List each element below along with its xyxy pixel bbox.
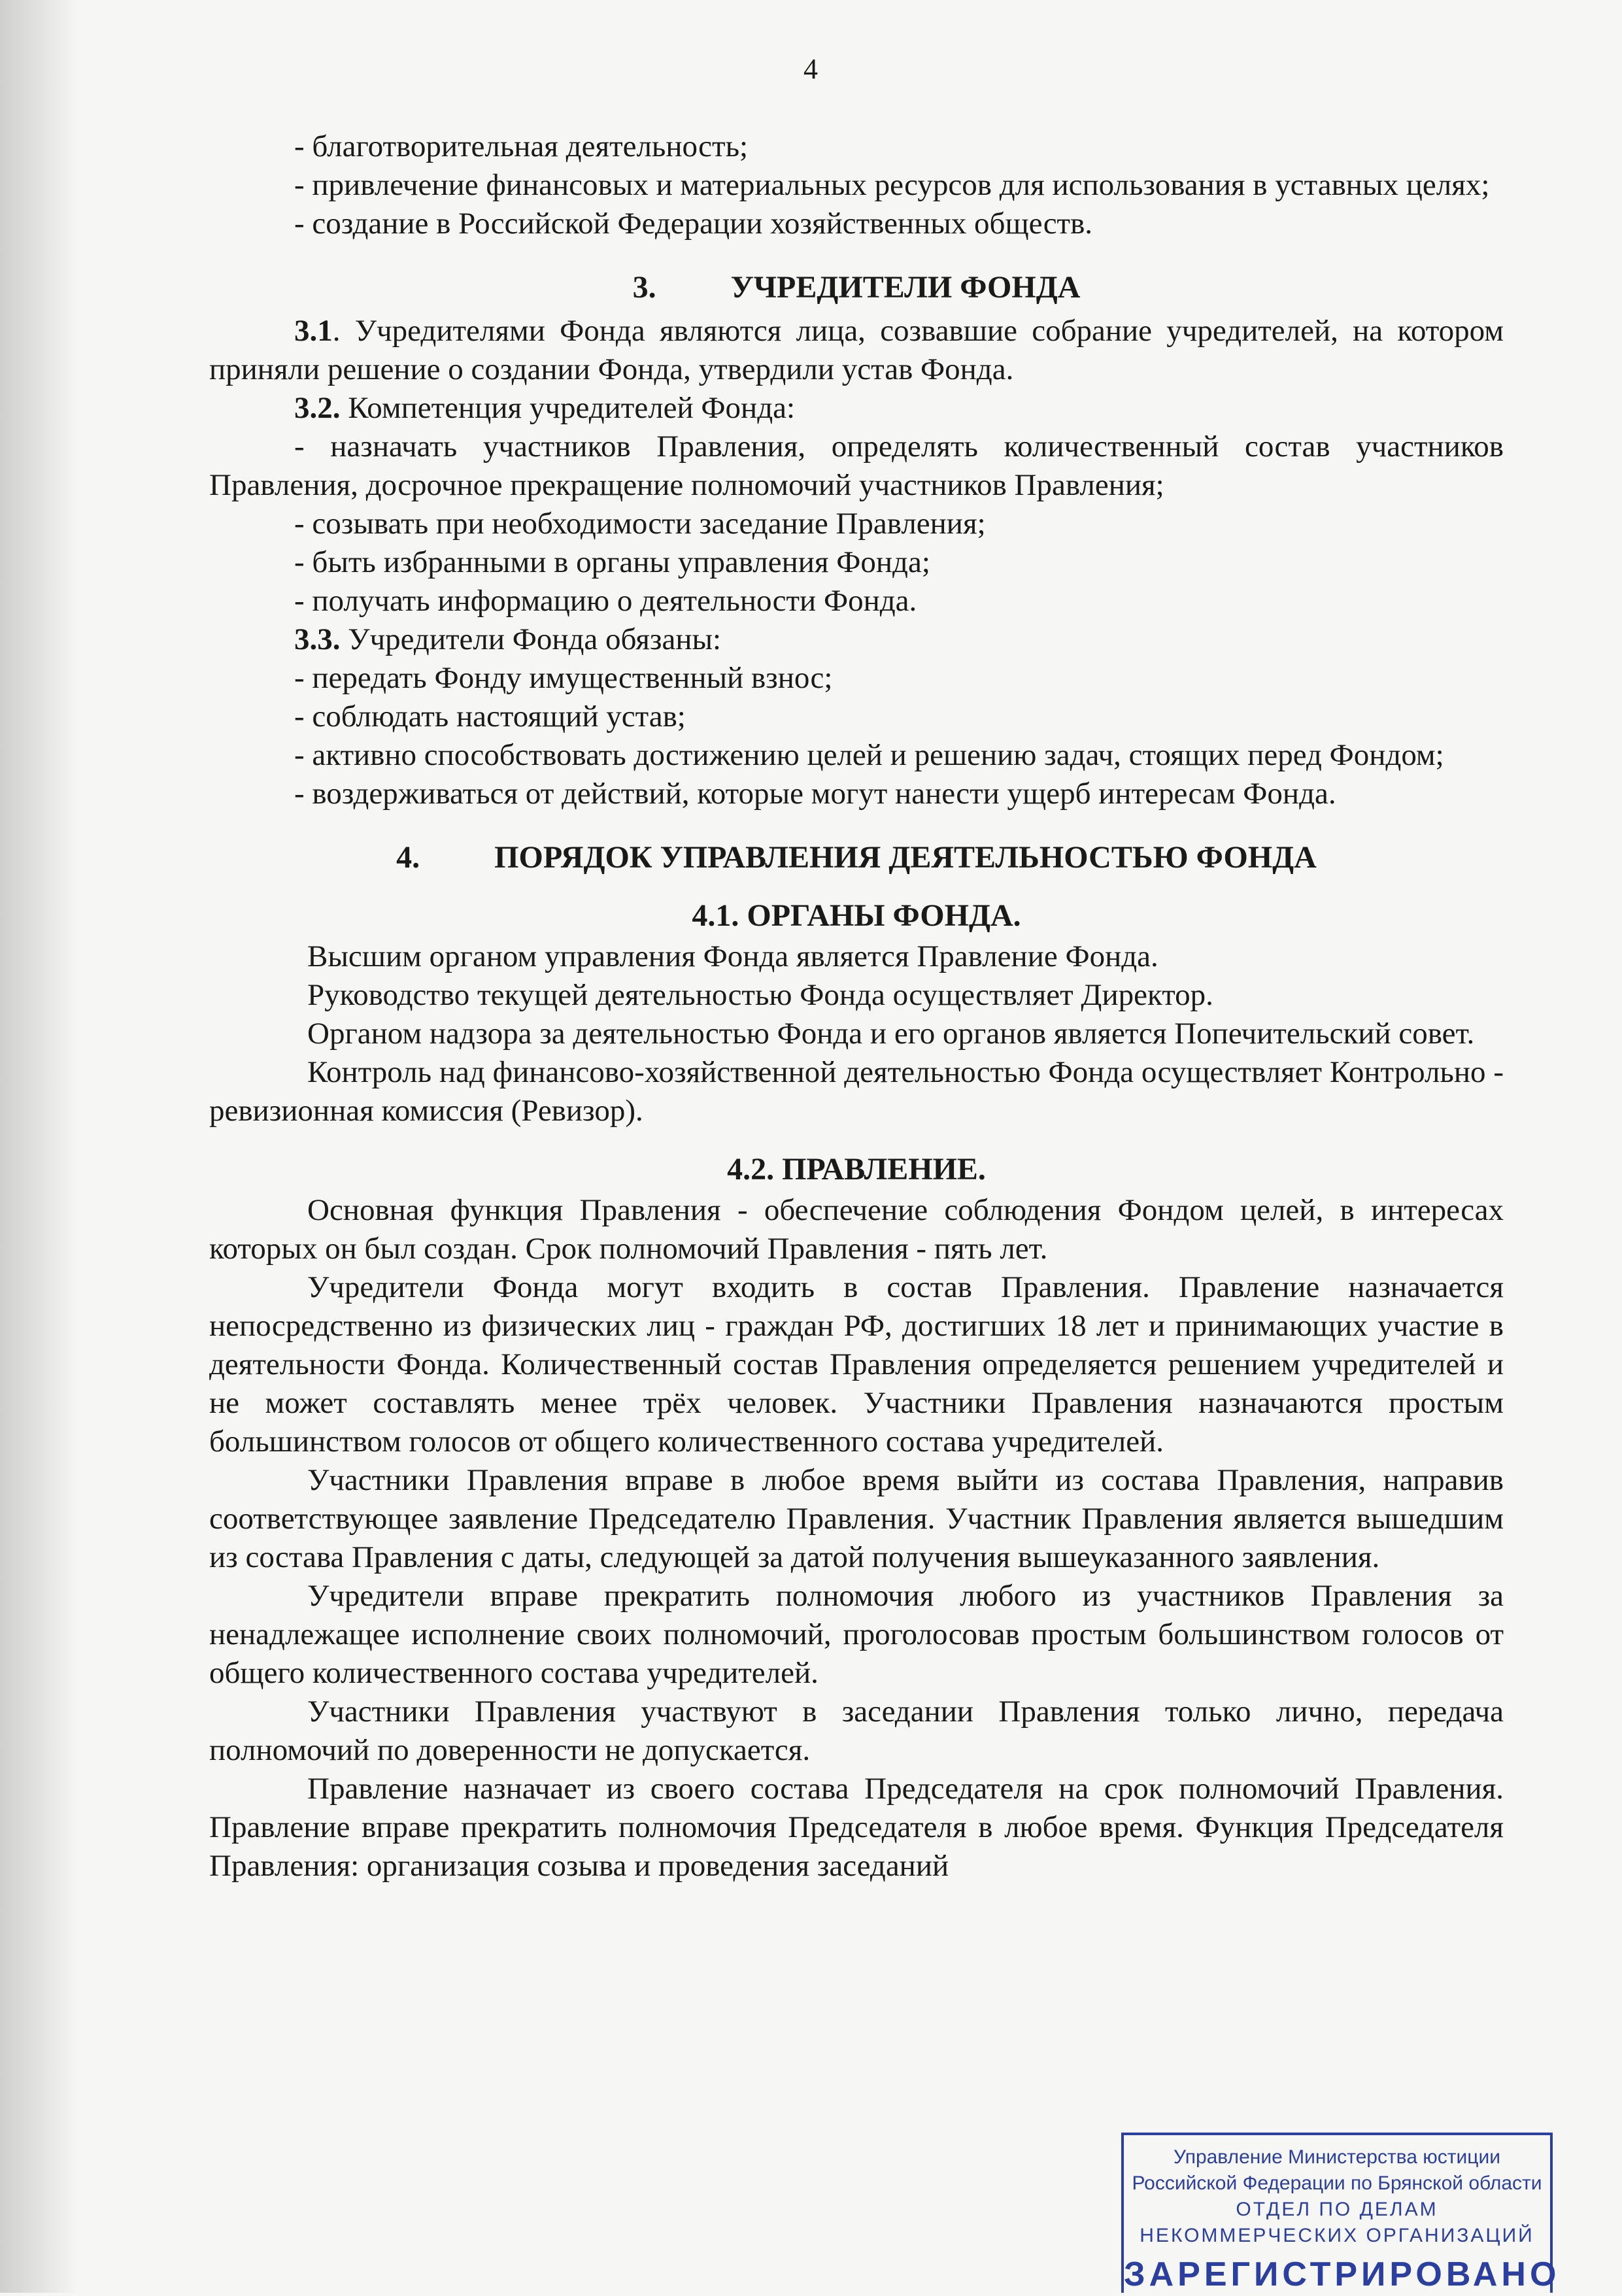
section-title: УЧРЕДИТЕЛИ ФОНДА (730, 270, 1081, 305)
paragraph: Руководство текущей деятельностью Фонда осуществляет Директор. (307, 978, 1213, 1012)
section-title: ПОРЯДОК УПРАВЛЕНИЯ ДЕЯТЕЛЬНОСТЬЮ ФОНДА (494, 840, 1317, 875)
paragraph: Основная функция Правления - обеспечение соблюдения Фондом целей, в интересах которых он был создан. Срок полномочий Правления - пять лет. (209, 1193, 1504, 1266)
paragraph: Правление назначает из своего состава Председателя на срок полномочий Правления. Правление вправе прекратить полномочия Председателя в любое время. Функция Председателя Правления: организация созыва и проведения заседаний (209, 1772, 1504, 1883)
clause-text: Учредители Фонда обязаны: (340, 622, 722, 656)
subsection-heading-4-1: 4.1. ОРГАНЫ ФОНДА. (692, 898, 1021, 933)
clause-number: 3.1 (294, 314, 333, 348)
section-number: 4. (396, 840, 420, 875)
list-item: - привлечение финансовых и материальных ресурсов для использования в уставных целях; (294, 168, 1490, 202)
paragraph: Участники Правления вправе в любое время выйти из состава Правления, направив соответствующее заявление Председателю Правления. Участник Правления является вышедшим из состава Правления с даты, следующей за датой получения вышеуказанного заявления. (209, 1463, 1504, 1574)
clause-text: Компетенция учредителей Фонда: (340, 391, 796, 425)
clause-text: . Учредителями Фонда являются лица, созвавшие собрание учредителей, на котором приняли решение о создании Фонда, утвердили устав Фонда. (209, 314, 1504, 386)
section-heading-3 (209, 268, 1504, 307)
list-item: - передать Фонду имущественный взнос; (294, 661, 833, 695)
page-number: 4 (803, 53, 818, 85)
clause-3-2 (209, 389, 1504, 428)
stamp-line: ОТДЕЛ ПО ДЕЛАМ (1236, 2199, 1438, 2220)
list-item: - воздерживаться от действий, которые могут нанести ущерб интересам Фонда. (294, 777, 1336, 811)
list-item: - создание в Российской Федерации хозяйственных обществ. (294, 207, 1093, 241)
stamp-line: Российской Федерации по Брянской области (1132, 2172, 1542, 2194)
stamp-line: Управление Министерства юстиции (1173, 2146, 1500, 2168)
paragraph: Контроль над финансово-хозяйственной деятельностью Фонда осуществляет Контрольно - ревизионная комиссия (Ревизор). (209, 1055, 1504, 1128)
paragraph: Высшим органом управления Фонда является Правление Фонда. (307, 939, 1158, 973)
paragraph: Учредители вправе прекратить полномочия любого из участников Правления за ненадлежащее исполнение своих полномочий, проголосовав простым большинством голосов от общего количественного состава учредителей. (209, 1579, 1504, 1690)
registration-stamp (1121, 2133, 1561, 2293)
clause-3-1 (209, 312, 1504, 389)
list-item: - получать информацию о деятельности Фонда. (294, 584, 917, 618)
list-item: - соблюдать настоящий устав; (294, 700, 686, 734)
section-heading-4 (209, 838, 1504, 877)
list-item: - активно способствовать достижению целей и решению задач, стоящих перед Фондом; (294, 738, 1444, 772)
stamp-line: НЕКОММЕРЧЕСКИХ ОРГАНИЗАЦИЙ (1140, 2225, 1534, 2246)
paragraph: Органом надзора за деятельностью Фонда и его органов является Попечительский совет. (307, 1017, 1475, 1051)
subsection-heading-4-2: 4.2. ПРАВЛЕНИЕ. (727, 1152, 986, 1187)
clause-number: 3.3. (294, 622, 341, 656)
paragraph: Учредители Фонда могут входить в состав Правления. Правление назначается непосредственно из физических лиц - граждан РФ, достигших 18 лет и принимающих участие в деятельности Фонда. Количественный состав Правления определяется решением учредителей и не может составлять менее трёх человек. Участники Правления назначаются простым большинством голосов от общего количественного состава учредителей. (209, 1270, 1504, 1459)
paragraph: Участники Правления участвуют в заседании Правления только лично, передача полномочий по доверенности не допускается. (209, 1695, 1504, 1767)
list-item: - благотворительная деятельность; (294, 129, 749, 163)
stamp-registered: ЗАРЕГИСТРИРОВАНО (1124, 2255, 1561, 2293)
list-item: - созывать при необходимости заседание Правления; (294, 507, 986, 541)
section-number: 3. (632, 270, 656, 305)
scan-edge-shadow (0, 0, 78, 2293)
clause-number: 3.2. (294, 391, 341, 425)
list-item: - быть избранными в органы управления Фонда; (294, 545, 930, 579)
clause-3-3 (209, 620, 1504, 659)
document-body (209, 127, 1504, 1885)
list-item: - назначать участников Правления, определять количественный состав участников Правления, досрочное прекращение полномочий участников Правления; (209, 430, 1504, 502)
